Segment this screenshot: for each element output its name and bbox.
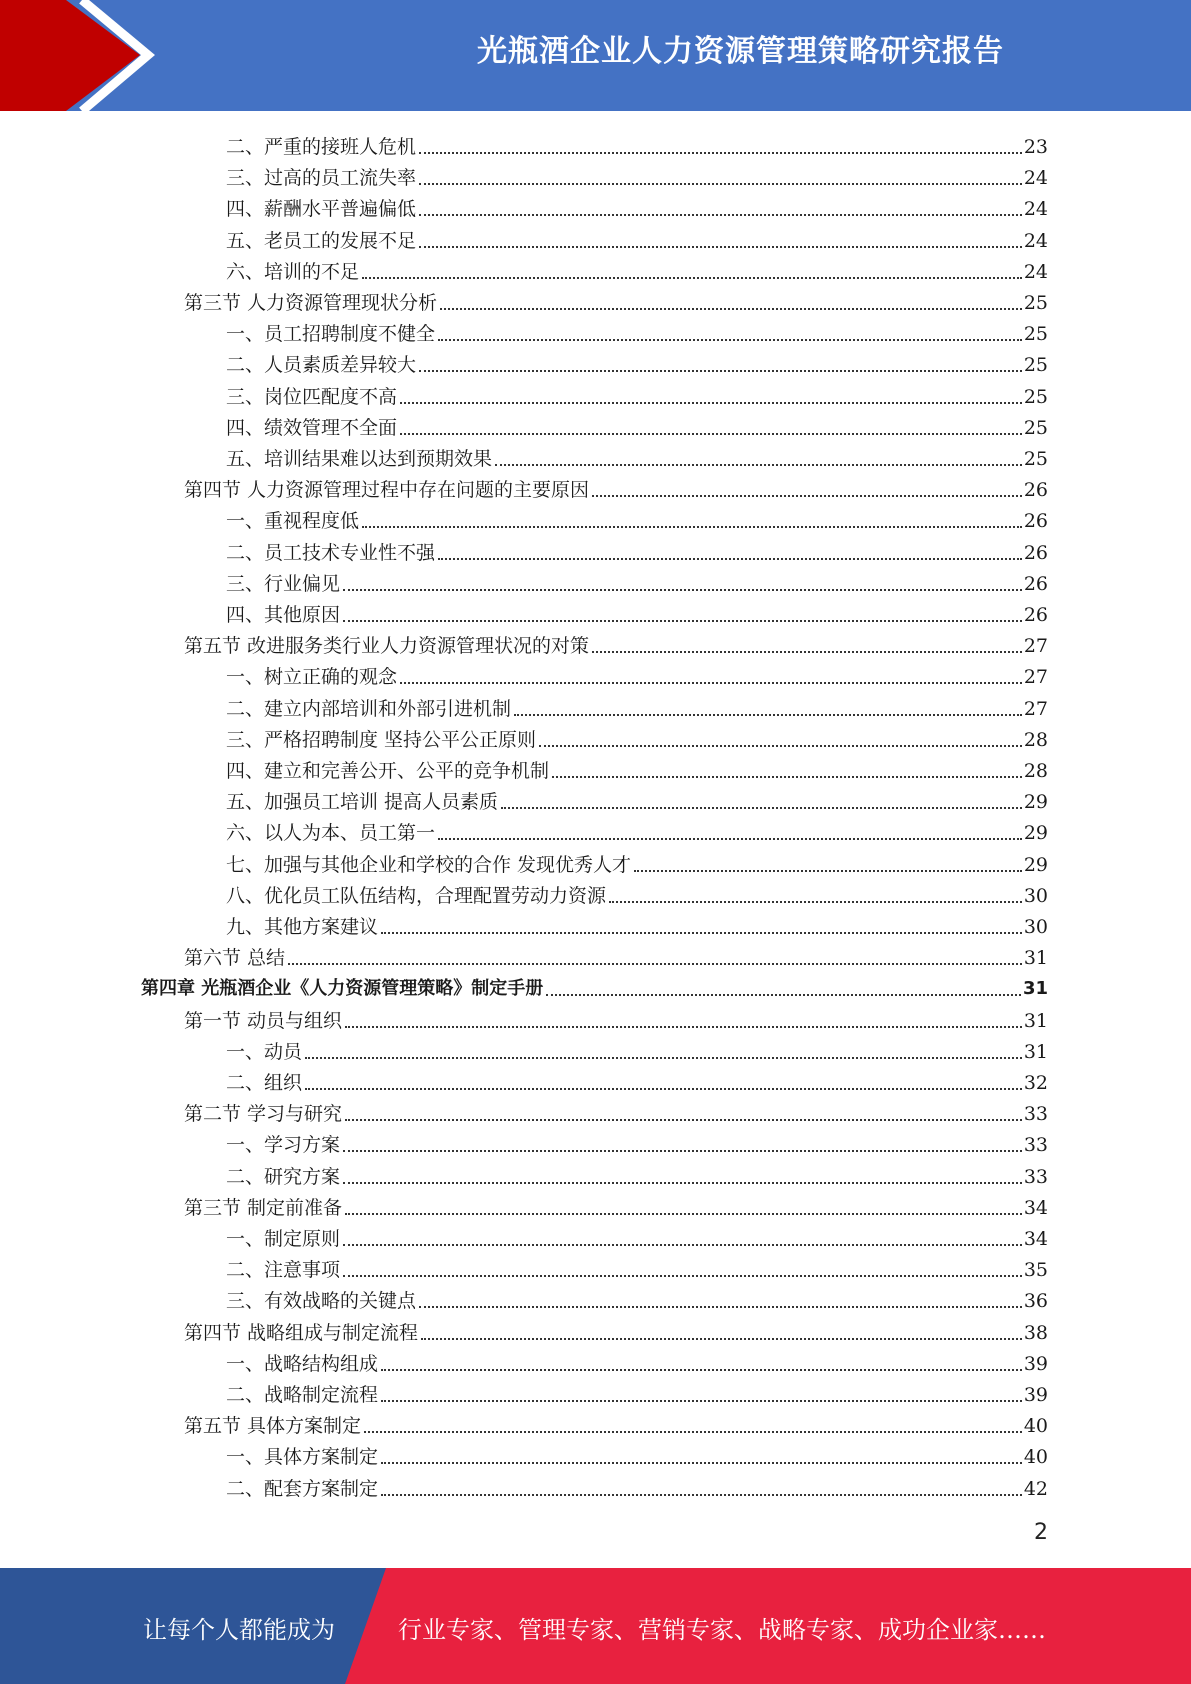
toc-leader-dots (438, 838, 1022, 840)
toc-entry-title: 四、绩效管理不全面 (226, 416, 398, 439)
toc-item-row[interactable] (226, 440, 1048, 471)
toc-entry-title: 第一节 动员与组织 (184, 1009, 343, 1032)
toc-item-row[interactable] (226, 908, 1048, 939)
toc-entry-title: 五、加强员工培训 提高人员素质 (226, 791, 499, 814)
toc-leader-dots (345, 1119, 1022, 1121)
toc-entry-title: 一、战略结构组成 (226, 1352, 379, 1375)
toc-leader-dots (419, 1306, 1022, 1308)
toc-entry-title: 二、配套方案制定 (226, 1477, 379, 1500)
toc-item-row[interactable] (226, 721, 1048, 752)
toc-leader-dots (381, 1462, 1022, 1464)
toc-leader-dots (362, 277, 1022, 279)
toc-item-row[interactable] (226, 502, 1048, 533)
toc-entry-title: 二、战略制定流程 (226, 1384, 379, 1406)
toc-entry-title: 三、有效战略的关键点 (226, 1290, 417, 1313)
toc-entry-title: 一、制定原则 (226, 1228, 341, 1250)
toc-item-row[interactable] (226, 846, 1048, 877)
toc-chapter-row[interactable] (141, 970, 1048, 1001)
toc-leader-dots (364, 1431, 1022, 1433)
toc-page-number: 39 (1023, 1352, 1048, 1375)
toc-leader-dots (438, 339, 1022, 341)
toc-item-row[interactable] (226, 1345, 1048, 1376)
toc-entry-title: 二、建立内部培训和外部引进机制 (226, 697, 512, 720)
toc-entry-title: 一、树立正确的观念 (226, 666, 398, 689)
toc-page-number: 24 (1023, 260, 1048, 283)
toc-leader-dots (343, 589, 1022, 591)
toc-page-number: 33 (1023, 1165, 1048, 1188)
toc-leader-dots (381, 1369, 1022, 1371)
toc-page-number: 31 (1023, 947, 1048, 970)
toc-entry-title: 八、优化员工队伍结构，合理配置劳动力资源 (226, 884, 607, 907)
toc-page-number: 26 (1023, 604, 1048, 626)
toc-leader-dots (546, 994, 1021, 996)
toc-leader-dots (400, 433, 1022, 435)
toc-leader-dots (288, 963, 1022, 965)
toc-page-number: 36 (1023, 1290, 1048, 1313)
toc-item-row[interactable] (226, 222, 1048, 253)
toc-section-row[interactable] (184, 1095, 1048, 1126)
toc-leader-dots (381, 1400, 1022, 1402)
toc-leader-dots (419, 214, 1022, 216)
toc-page-number: 26 (1023, 479, 1048, 502)
toc-leader-dots (362, 526, 1022, 528)
page-number: 2 (1034, 1520, 1048, 1545)
toc-leader-dots (343, 1244, 1022, 1246)
toc-page-number: 25 (1023, 416, 1048, 439)
toc-item-row[interactable] (226, 1033, 1048, 1064)
toc-entry-title: 一、具体方案制定 (226, 1446, 379, 1469)
toc-entry-title: 三、过高的员工流失率 (226, 167, 417, 190)
toc-entry-title: 五、老员工的发展不足 (226, 229, 417, 252)
toc-page-number: 28 (1023, 760, 1048, 782)
toc-section-row[interactable] (184, 1002, 1048, 1033)
footer-slogan-left: 让每个人都能成为 (143, 1616, 335, 1644)
toc-page-number: 29 (1023, 791, 1048, 814)
toc-page-number: 27 (1023, 635, 1048, 658)
toc-leader-dots (440, 308, 1022, 310)
toc-item-row[interactable] (226, 752, 1048, 783)
toc-entry-title: 二、研究方案 (226, 1165, 341, 1188)
toc-entry-title: 四、其他原因 (226, 604, 341, 626)
toc-leader-dots (419, 183, 1022, 185)
toc-page-number: 25 (1023, 292, 1048, 314)
toc-leader-dots (592, 495, 1022, 497)
toc-leader-dots (419, 246, 1022, 248)
toc-item-row[interactable] (226, 814, 1048, 845)
toc-section-row[interactable] (184, 627, 1048, 658)
toc-page-number: 25 (1023, 448, 1048, 470)
toc-leader-dots (539, 745, 1022, 747)
toc-leader-dots (552, 776, 1022, 778)
toc-section-row[interactable] (184, 1189, 1048, 1220)
toc-leader-dots (343, 1182, 1022, 1184)
toc-section-row[interactable] (184, 471, 1048, 502)
document-title: 光瓶酒企业人力资源管理策略研究报告 (477, 34, 1004, 69)
toc-leader-dots (343, 1275, 1022, 1277)
toc-page-number: 27 (1023, 697, 1048, 720)
toc-page-number: 24 (1023, 167, 1048, 190)
toc-page-number: 35 (1023, 1259, 1048, 1282)
toc-item-row[interactable] (226, 534, 1048, 565)
toc-entry-title: 六、以人为本、员工第一 (226, 822, 436, 845)
toc-item-row[interactable] (226, 690, 1048, 721)
toc-entry-title: 第五节 具体方案制定 (184, 1415, 362, 1438)
toc-item-row[interactable] (226, 1220, 1048, 1251)
toc-entry-title: 第三节 制定前准备 (184, 1196, 343, 1219)
toc-leader-dots (514, 714, 1022, 716)
toc-entry-title: 第五节 改进服务类行业人力资源管理状况的对策 (184, 635, 590, 658)
toc-entry-title: 六、培训的不足 (226, 260, 360, 283)
toc-section-row[interactable] (184, 1314, 1048, 1345)
toc-page-number: 25 (1023, 354, 1048, 377)
toc-entry-title: 三、行业偏见 (226, 572, 341, 595)
footer-slogan-right: 行业专家、管理专家、营销专家、战略专家、成功企业家…… (398, 1616, 1046, 1644)
toc-item-row[interactable] (226, 253, 1048, 284)
toc-leader-dots (305, 1088, 1022, 1090)
toc-page-number: 34 (1023, 1196, 1048, 1219)
toc-entry-title: 一、学习方案 (226, 1134, 341, 1157)
toc-leader-dots (400, 682, 1022, 684)
toc-item-row[interactable] (226, 1282, 1048, 1313)
toc-page-number: 30 (1023, 884, 1048, 907)
toc-entry-title: 第二节 学习与研究 (184, 1103, 343, 1126)
toc-item-row[interactable] (226, 658, 1048, 689)
toc-item-row[interactable] (226, 1438, 1048, 1469)
toc-item-row[interactable] (226, 783, 1048, 814)
toc-page-number: 39 (1023, 1384, 1048, 1406)
toc-page-number: 34 (1023, 1228, 1048, 1250)
toc-entry-title: 第四节 战略组成与制定流程 (184, 1321, 419, 1344)
toc-entry-title: 五、培训结果难以达到预期效果 (226, 448, 493, 470)
toc-page-number: 31 (1023, 1040, 1048, 1063)
toc-leader-dots (343, 1150, 1022, 1152)
toc-item-row[interactable] (226, 1064, 1048, 1095)
toc-page-number: 33 (1023, 1103, 1048, 1126)
toc-entry-title: 二、组织 (226, 1072, 303, 1094)
toc-page-number: 33 (1023, 1134, 1048, 1157)
toc-page-number: 23 (1023, 136, 1048, 158)
toc-page-number: 24 (1023, 229, 1048, 252)
toc-item-row[interactable] (226, 409, 1048, 440)
toc-page-number: 30 (1023, 916, 1048, 938)
toc-item-row[interactable] (226, 315, 1048, 346)
toc-item-row[interactable] (226, 596, 1048, 627)
toc-leader-dots (609, 901, 1022, 903)
toc-item-row[interactable] (226, 877, 1048, 908)
toc-leader-dots (634, 870, 1022, 872)
toc-entry-title: 二、注意事项 (226, 1259, 341, 1282)
toc-item-row[interactable] (226, 378, 1048, 409)
toc-entry-title: 四、建立和完善公开、公平的竞争机制 (226, 760, 550, 782)
toc-section-row[interactable] (184, 284, 1048, 315)
toc-section-row[interactable] (184, 1407, 1048, 1438)
toc-leader-dots (419, 152, 1022, 154)
toc-entry-title: 三、岗位匹配度不高 (226, 385, 398, 408)
toc-entry-title: 一、动员 (226, 1040, 303, 1063)
toc-entry-title: 四、薪酬水平普遍偏低 (226, 198, 417, 221)
toc-item-row[interactable] (226, 1376, 1048, 1407)
toc-item-row[interactable] (226, 159, 1048, 190)
toc-leader-dots (419, 370, 1022, 372)
toc-page-number: 25 (1023, 323, 1048, 346)
toc-leader-dots (305, 1057, 1022, 1059)
toc-leader-dots (343, 620, 1022, 622)
toc-page-number: 29 (1023, 853, 1048, 876)
toc-entry-title: 二、员工技术专业性不强 (226, 541, 436, 564)
toc-entry-title: 一、重视程度低 (226, 510, 360, 533)
toc-entry-title: 九、其他方案建议 (226, 916, 379, 938)
toc-leader-dots (381, 1494, 1022, 1496)
toc-page-number: 31 (1023, 1009, 1048, 1032)
toc-page-number: 42 (1023, 1477, 1048, 1500)
toc-page-number: 31 (1022, 978, 1048, 1000)
toc-page-number: 32 (1023, 1072, 1048, 1094)
toc-entry-title: 第四章 光瓶酒企业《人力资源管理策略》制定手册 (141, 978, 544, 1000)
toc-leader-dots (438, 558, 1022, 560)
toc-section-row[interactable] (184, 939, 1048, 970)
toc-leader-dots (592, 651, 1022, 653)
page-header (0, 0, 1191, 111)
toc-item-row[interactable] (226, 1158, 1048, 1189)
toc-entry-title: 第四节 人力资源管理过程中存在问题的主要原因 (184, 479, 590, 502)
toc-page-number: 26 (1023, 572, 1048, 595)
toc-leader-dots (345, 1026, 1022, 1028)
toc-item-row[interactable] (226, 128, 1048, 159)
toc-item-row[interactable] (226, 346, 1048, 377)
toc-page-number: 26 (1023, 541, 1048, 564)
toc-page-number: 25 (1023, 385, 1048, 408)
toc-leader-dots (381, 932, 1022, 934)
toc-page-number: 40 (1023, 1446, 1048, 1469)
toc-item-row[interactable] (226, 1470, 1048, 1501)
toc-item-row[interactable] (226, 190, 1048, 221)
toc-leader-dots (421, 1338, 1022, 1340)
toc-entry-title: 七、加强与其他企业和学校的合作 发现优秀人才 (226, 853, 632, 876)
toc-leader-dots (400, 402, 1022, 404)
toc-page-number: 24 (1023, 198, 1048, 221)
toc-page-number: 28 (1023, 728, 1048, 751)
toc-leader-dots (345, 1213, 1022, 1215)
toc-item-row[interactable] (226, 565, 1048, 596)
toc-entry-title: 三、严格招聘制度 坚持公平公正原则 (226, 728, 537, 751)
page-footer (0, 1568, 1191, 1684)
toc-item-row[interactable] (226, 1251, 1048, 1282)
toc-leader-dots (495, 464, 1022, 466)
toc-page-number: 40 (1023, 1415, 1048, 1438)
toc-entry-title: 第三节 人力资源管理现状分析 (184, 292, 438, 314)
toc-page-number: 29 (1023, 822, 1048, 845)
toc-entry-title: 二、人员素质差异较大 (226, 354, 417, 377)
toc-page-number: 27 (1023, 666, 1048, 689)
toc-entry-title: 二、严重的接班人危机 (226, 136, 417, 158)
toc-item-row[interactable] (226, 1126, 1048, 1157)
toc-page-number: 38 (1023, 1321, 1048, 1344)
toc-entry-title: 第六节 总结 (184, 947, 286, 970)
toc-entry-title: 一、员工招聘制度不健全 (226, 323, 436, 346)
toc-page-number: 26 (1023, 510, 1048, 533)
toc-leader-dots (501, 807, 1022, 809)
